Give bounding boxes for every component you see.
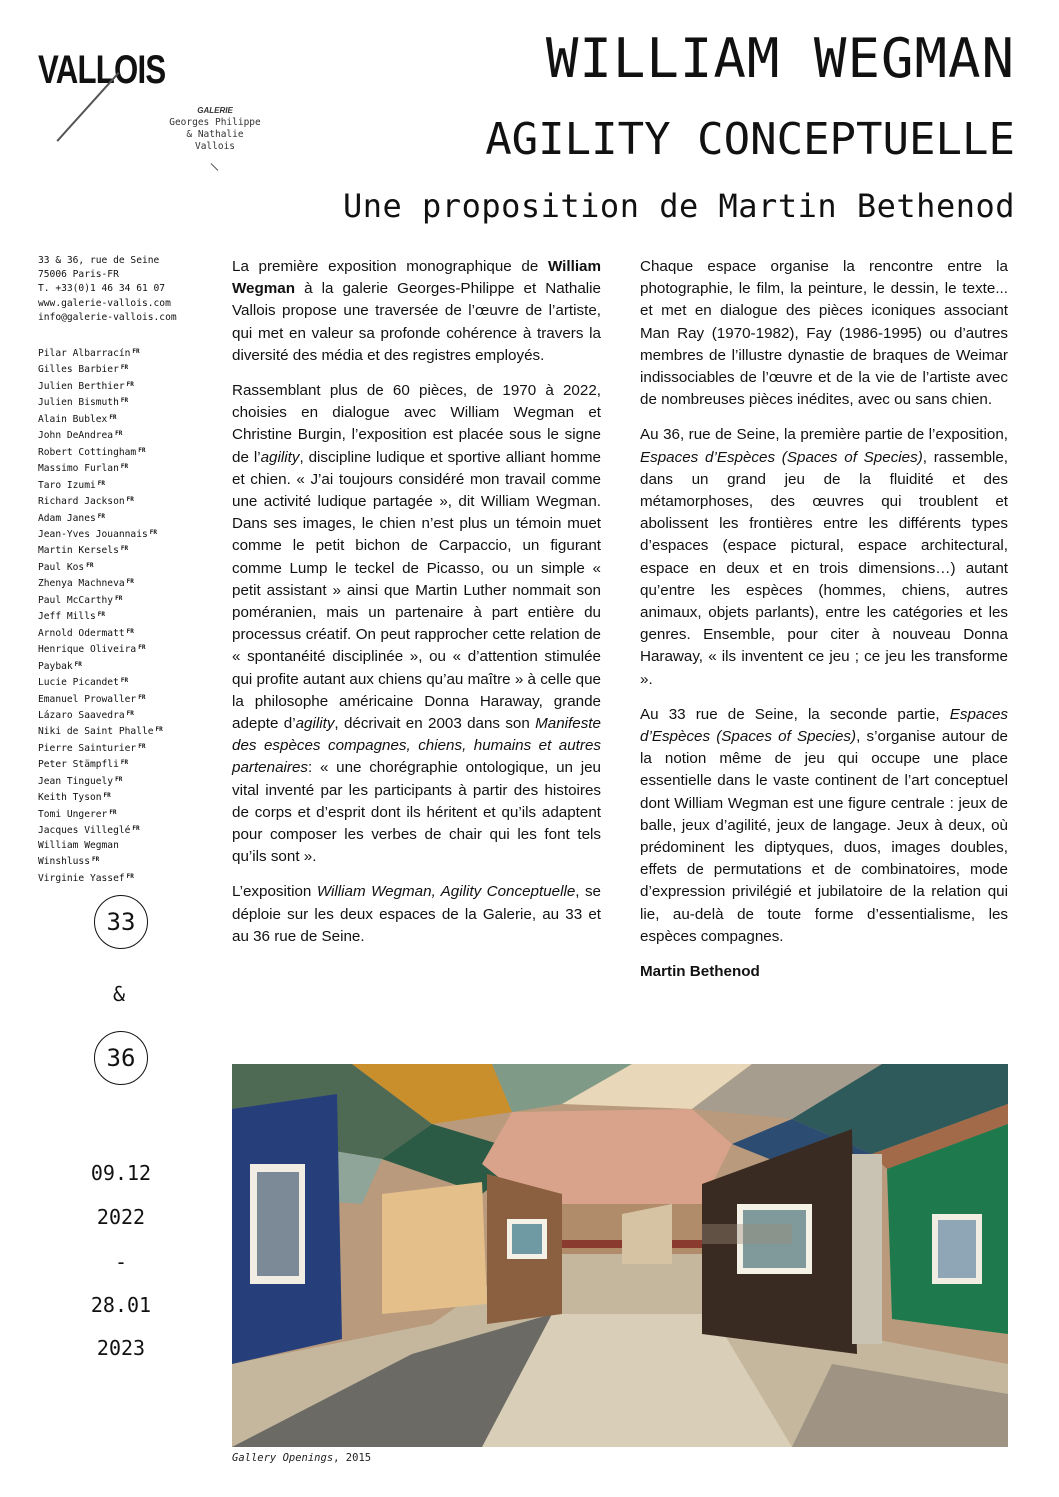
artist-tag: FR <box>120 677 129 685</box>
artist-name: John DeAndrea <box>38 430 114 442</box>
artist-name: Richard Jackson <box>38 496 125 508</box>
paragraph: La première exposition monographique de William Wegman à la galerie Georges-Philippe et Nathalie Vallois propose une traversée de l’œuvre de l’artiste, qui met en valeur sa profonde cohérence à travers la diversité des média et des registres employés. <box>232 258 601 364</box>
artist-name: Lucie Picandet <box>38 677 119 689</box>
logo-name-line: & Nathalie <box>186 129 244 140</box>
artist-item <box>38 641 163 657</box>
exhibition-title: AGILITY CONCEPTUELLE <box>485 114 1015 165</box>
artist-item <box>38 345 163 361</box>
artist-item <box>38 575 163 591</box>
artist-item <box>38 756 163 772</box>
logo-tick <box>211 163 219 171</box>
end-day: 28.01 <box>90 1293 152 1317</box>
end-year: 2023 <box>96 1336 146 1360</box>
artist-item <box>38 493 163 509</box>
artist-name: Henrique Oliveira <box>38 644 137 656</box>
paragraph: Chaque espace organise la rencontre entre la photographie, le film, la peinture, le dessin, le texte... et met en dialogue des pièces iconiques associant Man Ray (1970-1982), Fay (1986-1995) ou d’autres membres de l’illustre dynastie de braques de Weimar indissociables de l’œuvre et de la vie de l’artiste avec de nombreuses pièces inédites, avec ou sans chien. <box>640 258 1008 409</box>
artist-tag: FR <box>109 413 117 421</box>
artist-tag: FR <box>138 742 146 750</box>
page-title: WILLIAM WEGMAN <box>545 27 1015 90</box>
ampersand: & <box>113 982 126 1006</box>
artwork-image <box>232 1064 1008 1447</box>
artist-name: Arnold Odermatt <box>38 627 125 639</box>
artist-tag: FR <box>97 479 105 487</box>
text-column-right <box>640 256 1008 996</box>
artist-tag: FR <box>109 808 117 816</box>
artist-item <box>38 592 163 608</box>
artist-item <box>38 378 163 394</box>
paragraph: Au 33 rue de Seine, la seconde partie, Espaces d’Espèces (Spaces of Species), s’organise autour de la notion même de jeu qui occupe une place essentielle dans le vaste continent de l’art conceptuel dont William Wegman est une figure centrale : jeux de balle, jeux d’agilité, jeux de langage. Jeux à deux, où prédominent les diptyques, duos, images doubles, effets de permutations et de combinatoires, mode d’expression privilégié et jubilatoire de la relation qui lie, au-delà de toute forme d’essentialisme, les espèces compagnes. <box>640 705 1009 945</box>
artist-tag: FR <box>126 380 134 388</box>
artist-item <box>38 625 163 641</box>
artist-name: Martin Kersels <box>38 545 119 557</box>
artist-tag: FR <box>91 856 100 864</box>
artist-name: Peter Stämpfli <box>38 759 119 771</box>
artist-tag: FR <box>115 594 123 602</box>
artist-item <box>38 427 163 443</box>
paragraph: Au 36, rue de Seine, la première partie de l’exposition, Espaces d’Espèces (Spaces of Species), rassemble, dans un grand jeu de la fluidité et des métamorphoses, des œuvres qui troublent et abolissent les frontières entre les différents types d’espaces (espace pictural, espace architectural, espace en deux et en trois dimensions…) autant qu’entre les espèces (hommes, chiens, autres animaux, objets parlants), entre les catégories et les genres. Ensemble, pour citer à nouveau Donna Haraway, « ils inventent ce jeu ; ce jeu les transforme ». <box>640 426 1009 688</box>
artist-tag: FR <box>126 709 134 717</box>
gallery-logo: VALLOIS <box>38 48 166 92</box>
artist-name: Paul McCarthy <box>38 594 114 606</box>
address-badge-36: 36 <box>94 1031 148 1085</box>
artist-item <box>38 559 163 575</box>
artist-name: Zhenya Machneva <box>38 578 125 590</box>
logo-galerie: GALERIE <box>197 106 233 115</box>
artist-item <box>38 608 163 624</box>
artist-tag: FR <box>115 775 123 783</box>
address-badge-33: 33 <box>94 895 148 949</box>
artist-name: Jeff Mills <box>38 611 96 623</box>
artist-name: Robert Cottingham <box>38 446 137 458</box>
logo-subtitle <box>160 105 270 153</box>
artist-tag: FR <box>103 792 111 800</box>
artist-tag: FR <box>120 364 129 372</box>
artist-tag: FR <box>86 561 94 569</box>
artwork-caption: Gallery Openings, 2015 <box>232 1452 372 1464</box>
artist-item <box>38 510 163 526</box>
artist-name: Massimo Furlan <box>38 463 119 475</box>
artist-tag: FR <box>126 627 134 635</box>
artist-item <box>38 740 163 756</box>
artist-name: Pilar Albarracín <box>38 348 131 359</box>
artist-name: Paybak <box>38 660 73 672</box>
artist-item <box>38 674 163 690</box>
artist-name: Jean Tinguely <box>38 775 114 787</box>
artist-tag: FR <box>97 512 105 520</box>
artist-tag: FR <box>120 463 129 471</box>
artist-item <box>38 658 163 674</box>
artist-tag: FR <box>120 397 129 405</box>
artist-item <box>38 691 163 707</box>
artist-item <box>38 361 163 377</box>
start-day: 09.12 <box>90 1161 152 1185</box>
paragraph: L’exposition William Wegman, Agility Conceptuelle, se déploie sur les deux espaces de la Galerie, au 33 et au 36 rue de Seine. <box>232 883 602 945</box>
artist-name: Niki de Saint Phalle <box>38 726 154 738</box>
artist-item <box>38 870 163 886</box>
artist-tag: FR <box>120 545 129 553</box>
artist-item <box>38 444 163 460</box>
artist-item <box>38 526 163 542</box>
gallery-painting <box>232 1064 1008 1447</box>
author-signature: Martin Bethenod <box>640 963 760 981</box>
phone: T. +33(0)1 46 34 61 07 <box>38 283 166 295</box>
artist-tag: FR <box>138 644 146 652</box>
artist-item <box>38 789 163 805</box>
artist-tag: FR <box>126 496 134 504</box>
email-link[interactable]: info@galerie-vallois.com <box>38 311 177 323</box>
artist-tag: FR <box>126 578 134 586</box>
artist-name: Alain Bublex <box>38 413 108 425</box>
logo-name-line: Vallois <box>194 141 236 152</box>
artist-name: Winshluss <box>38 856 90 868</box>
artist-name: Emanuel Prowaller <box>38 693 137 705</box>
artist-list <box>38 345 163 886</box>
artist-item <box>38 460 163 476</box>
artist-item <box>38 542 163 558</box>
artist-tag: FR <box>138 693 146 701</box>
artist-name: Paul Kos <box>38 561 85 573</box>
text-column-left <box>232 256 601 961</box>
artist-name: Julien Berthier <box>38 380 125 392</box>
artist-name: Virginie Yassef <box>38 872 125 884</box>
artist-name: William Wegman <box>38 839 119 851</box>
artist-name: Lázaro Saavedra <box>38 709 125 721</box>
address-line: 33 & 36, rue de Seine <box>38 255 160 266</box>
curator-line: Une proposition de Martin Bethenod <box>342 187 1015 225</box>
artist-name: Adam Janes <box>38 512 96 524</box>
artist-item <box>38 773 163 789</box>
start-year: 2022 <box>96 1205 146 1229</box>
artist-item <box>38 477 163 493</box>
artist-tag: FR <box>120 759 129 767</box>
artist-tag: FR <box>115 430 123 438</box>
artist-tag: FR <box>97 611 105 619</box>
artist-item <box>38 806 163 822</box>
contact-block <box>38 254 177 325</box>
artist-name: Julien Bismuth <box>38 397 119 409</box>
artist-name: Gilles Barbier <box>38 364 119 376</box>
artist-name: Tomi Ungerer <box>38 808 108 820</box>
date-dash: - <box>114 1250 128 1274</box>
artist-item <box>38 394 163 410</box>
artist-item <box>38 822 163 838</box>
artist-name: Keith Tyson <box>38 792 102 804</box>
artist-tag: FR <box>132 348 140 355</box>
artist-item <box>38 707 163 723</box>
artist-name: Taro Izumi <box>38 479 96 491</box>
artist-item <box>38 723 163 739</box>
artist-name: Jean-Yves Jouannais <box>38 528 148 540</box>
artist-item <box>38 839 163 853</box>
artist-tag: FR <box>138 446 146 454</box>
artist-tag: FR <box>155 726 163 734</box>
artist-tag: FR <box>126 872 134 880</box>
artist-name: Jacques Villeglé <box>38 825 131 837</box>
artist-tag: FR <box>149 528 157 536</box>
artist-item <box>38 853 163 869</box>
logo-name-line: Georges Philippe <box>169 117 261 128</box>
artist-tag: FR <box>74 660 82 668</box>
address-line: 75006 Paris-FR <box>38 269 119 281</box>
artist-name: Pierre Sainturier <box>38 742 137 754</box>
artist-tag: FR <box>132 825 140 833</box>
paragraph: Rassemblant plus de 60 pièces, de 1970 à 2022, choisies en dialogue avec William Wegman et Christine Burgin, l’exposition est placée sous le signe de l’agility, discipline ludique et sportive alliant homme et chien. « J’ai toujours considéré mon travail comme une activité ludique partagée », dit William Wegman. Dans ses images, le chien n’est plus un témoin muet comme le petit bichon de Carpaccio, un figurant comme Lump le teckel de Picasso, ou un simple « petit assistant » ainsi que Martin Luther nommait son poméranien, mais un partenaire à part entière du processus créatif. On peut rapprocher cette relation de « spontanéité disciplinée », ou « d’attention stimulée qui profite autant aux chiens qu’au maître » à celle que la philosophe américaine Donna Haraway, grande adepte d’agility, décrivait en 2003 dans son Manifeste des espèces compagnes, chiens, humains et autres partenaires: « une chorégraphie ontologique, un jeu vital inventé par les participants à partir des histoires de corps et d’esprit dont ils héritent et qu’ils adaptent pour composer les verbes de chair qui les font tels qu’ils sont ». <box>232 382 601 866</box>
website-link[interactable]: www.galerie-vallois.com <box>38 297 171 309</box>
artist-item <box>38 411 163 427</box>
